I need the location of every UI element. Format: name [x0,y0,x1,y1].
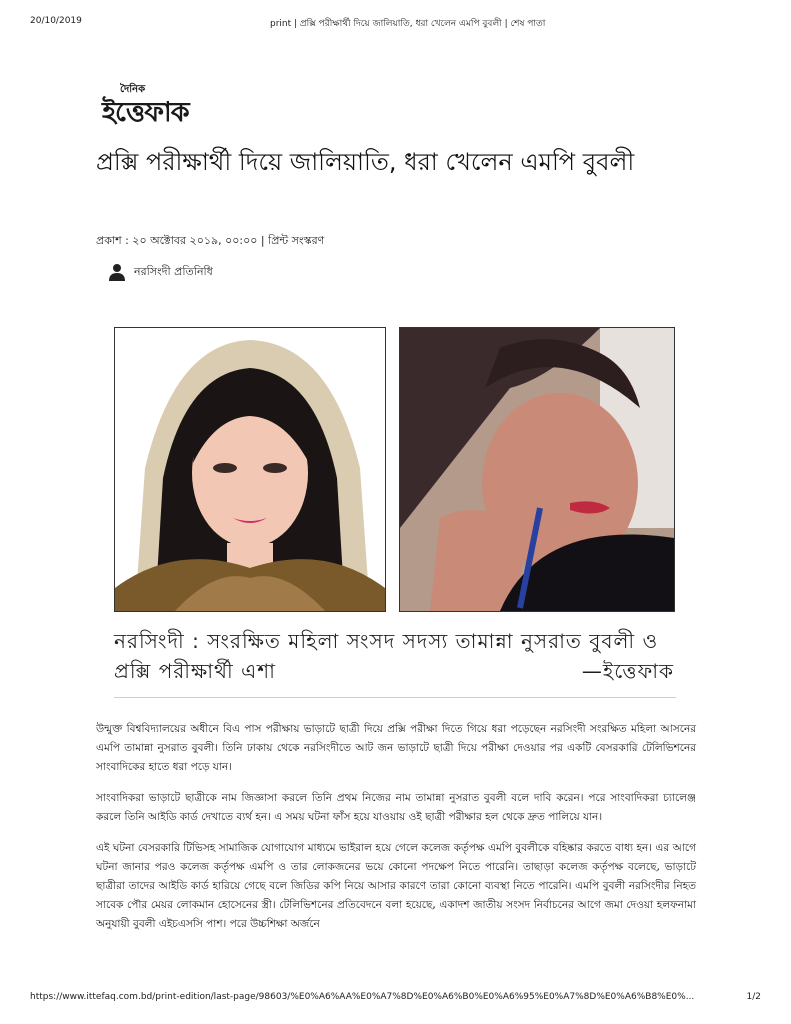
print-footer [30,992,761,1008]
caption-text: নরসিংদী : সংরক্ষিত মহিলা সংসদ সদস্য তামান্না নুসরাত বুবলী ও প্রক্সি পরীক্ষার্থী এশা [114,629,659,683]
user-icon [108,263,126,281]
print-header [30,16,761,32]
photo-proxy-examinee [399,327,675,612]
paragraph: এই ঘটনা বেসরকারি টিভিসহ সামাজিক যোগাযোগ মাধ্যমে ভাইরাল হয়ে গেলে কলেজ কর্তৃপক্ষ এমপি বুবলীকে বহিষ্কার করতে বাধ্য হন। এর আগে ঘটনা জানার পরও কলেজ কর্তৃপক্ষ এমপি ও তার লোকজনের ভয়ে কোনো পদক্ষেপ নিতে পারেনি। তাছাড়া কলেজ কর্তৃপক্ষ বলেছে, ভাড়াটে ছাত্রীরা তাদের আইডি কার্ড হারিয়ে গেছে বলে জিডির কপি নিয়ে আসার কারণে তারা কোনো ব্যবস্থা নিতে পারেনি। এমপি বুবলী নরসিংদীর নিহত সাবেক পৌর মেয়র লোকমান হোসেনের স্ত্রী। টেলিভিশনের প্রতিবেদনে বলা হয়েছে, একাদশ জাতীয় সংসদ নির্বাচনের আগে জমা দেওয়া হলফনামা অনুযায়ী বুবলী এইচএসসি পাশ। পরে উচ্চশিক্ষা অর্জনে [96,842,696,930]
article-body [96,720,696,946]
logo-name: ইত্তেফাক [102,97,189,128]
page-number: 1/2 [746,992,761,1002]
photo-mp-bubli [114,327,386,612]
page-url[interactable]: https://www.ittefaq.com.bd/print-edition/last-page/98603/%E0%A6%AA%E0%A7%8D%E0%A6%B0%E0%A6%95%E0%A7%8D%E0%A6%B8%E0%... [30,992,695,1002]
ittefaq-logo[interactable] [102,84,282,126]
caption-credit: —ইত্তেফাক [581,659,674,683]
article-headline: প্রক্সি পরীক্ষার্থী দিয়ে জালিয়াতি, ধরা খেলেন এমপি বুবলী [96,148,635,176]
paragraph: সাংবাদিকরা ভাড়াটে ছাত্রীকে নাম জিজ্ঞাসা করলে তিনি প্রথম নিজের নাম তামান্না নুসরাত বুবলী বলে দাবি করেন। পরে সাংবাদিকরা চ্যালেঞ্জ করলে তিনি আইডি কার্ড দেখাতে ব্যর্থ হন। এ সময় ঘটনা ফাঁস হয়ে যাওয়ায় ওই ছাত্রী পরীক্ষার হল থেকে দ্রুত পালিয়ে যান। [96,792,696,823]
author-line [108,262,213,282]
publish-info: প্রকাশ : ২০ অক্টোবর ২০১৯, ০০:০০ | প্রিন্ট সংস্করণ [96,234,325,247]
author-name: নরসিংদী প্রতিনিধি [134,264,213,278]
paragraph: উন্মুক্ত বিশ্ববিদ্যালয়ের অধীনে বিএ পাস পরীক্ষায় ভাড়াটে ছাত্রী দিয়ে প্রক্সি পরীক্ষা দিতে গিয়ে ধরা পড়েছেন নরসিংদী সংরক্ষিত মহিলা আসনের এমপি তামান্না নুসরাত বুবলী। তিনি ঢাকায় থেকে নরসিংদীতে আট জন ভাড়াটে ছাত্রী দিয়ে পরীক্ষা দেওয়ার পর একটি বেসরকারি টেলিভিশনের সাংবাদিকের হাতে ধরা পড়ে যান। [96,723,696,773]
photo-caption [114,626,676,686]
divider [114,697,676,698]
logo-small-text: দৈনিক [120,84,146,95]
print-date: 20/10/2019 [30,16,82,26]
print-page-title: print | প্রক্সি পরীক্ষার্থী দিয়ে জালিয়াতি, ধরা খেলেন এমপি বুবলী | শেষ পাতা [270,19,546,29]
